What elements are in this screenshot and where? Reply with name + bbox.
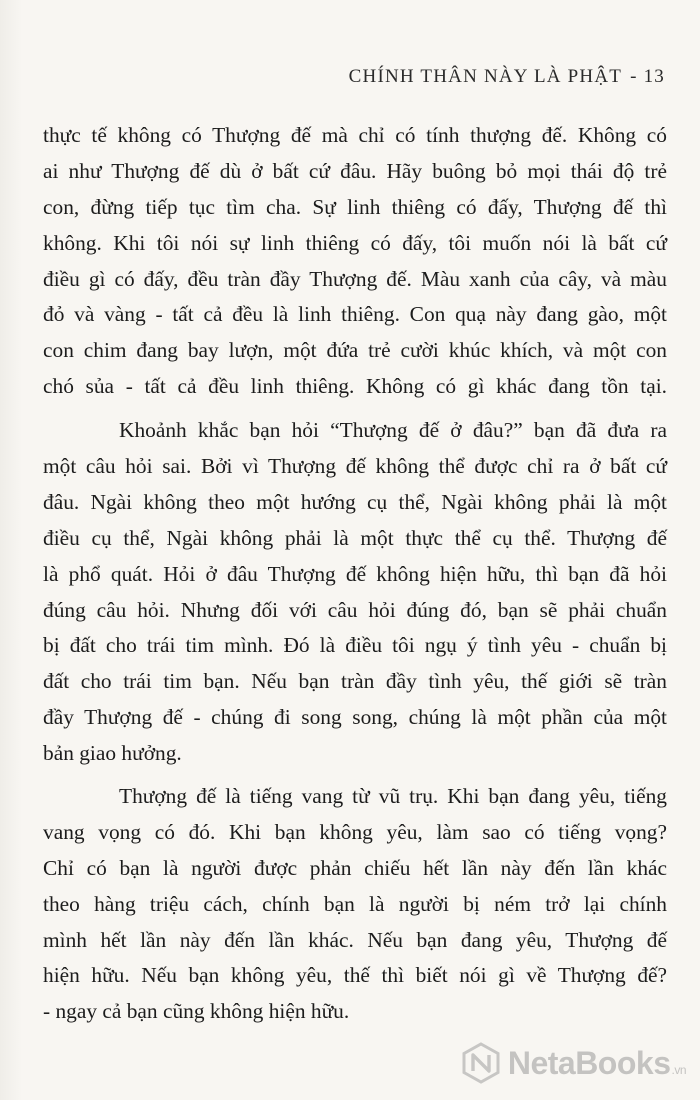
chapter-title: CHÍNH THÂN NÀY LÀ PHẬT xyxy=(348,66,623,87)
text-line: ai như Thượng đế dù ở bất cứ đâu. Hãy buông bỏ mọi thái độ trẻ xyxy=(43,158,667,183)
watermark-brand-name: NetaBooks xyxy=(507,1044,671,1081)
text-line: chó sủa - tất cả đều linh thiêng. Không có gì khác đang tồn tại. xyxy=(43,374,667,399)
body-text xyxy=(43,118,667,1030)
netabooks-watermark xyxy=(460,1042,686,1084)
text-line: vang vọng có đó. Khi bạn không yêu, làm sao có tiếng vọng? xyxy=(43,819,667,844)
text-line: đầy Thượng đế - chúng đi song song, chúng là một phần của một xyxy=(43,705,667,730)
text-line: điều gì có đấy, đều tràn đầy Thượng đế. Màu xanh của cây, và màu xyxy=(43,266,667,291)
text-line: hiện hữu. Nếu bạn không yêu, thế thì biết nói gì về Thượng đế? xyxy=(43,963,667,988)
text-line: Thượng đế là tiếng vang từ vũ trụ. Khi bạn đang yêu, tiếng xyxy=(119,784,667,809)
text-line: đâu. Ngài không theo một hướng cụ thể, Ngài không phải là một xyxy=(43,489,667,514)
text-line: đúng câu hỏi. Nhưng đối với câu hỏi đúng đó, bạn sẽ phải chuẩn xyxy=(43,597,667,622)
text-line: bị đất cho trái tim mình. Đó là điều tôi ngụ ý tình yêu - chuẩn bị xyxy=(43,633,667,658)
page-number: 13 xyxy=(643,66,665,87)
paragraph-2 xyxy=(43,413,667,772)
text-line: con chim đang bay lượn, một đứa trẻ cười khúc khích, và một con xyxy=(43,338,667,363)
text-line: theo hàng triệu cách, chính bạn là người bị ném trở lại chính xyxy=(43,891,667,916)
text-line: mình hết lần này đến lần khác. Nếu bạn đang yêu, Thượng đế xyxy=(43,927,667,952)
paragraph-1 xyxy=(43,118,667,405)
text-line: Khoảnh khắc bạn hỏi “Thượng đế ở đâu?” bạn đã đưa ra xyxy=(119,418,667,443)
netabooks-logo-icon xyxy=(460,1042,502,1084)
text-line: không. Khi tôi nói sự linh thiêng có đấy, tôi muốn nói là bất cứ xyxy=(43,230,667,255)
header-separator: - xyxy=(630,66,638,87)
watermark-brand xyxy=(508,1045,686,1082)
text-line: là phổ quát. Hỏi ở đâu Thượng đế không hiện hữu, thì bạn đã hỏi xyxy=(43,561,667,586)
watermark-domain-suffix: .vn xyxy=(671,1062,686,1077)
text-line: điều cụ thể, Ngài không phải là một thực thể cụ thể. Thượng đế xyxy=(43,525,667,550)
text-line: một câu hỏi sai. Bởi vì Thượng đế không thể được chỉ ra ở bất cứ xyxy=(43,454,667,479)
paragraph-3 xyxy=(43,779,667,1030)
text-line: - ngay cả bạn cũng không hiện hữu. xyxy=(43,999,350,1024)
text-line: Chỉ có bạn là người được phản chiếu hết lần này đến lần khác xyxy=(43,855,667,880)
text-line: con, đừng tiếp tục tìm cha. Sự linh thiêng có đấy, Thượng đế thì xyxy=(43,194,667,219)
text-line: đỏ và vàng - tất cả đều là linh thiêng. Con quạ này đang gào, một xyxy=(43,302,667,327)
text-line: bản giao hưởng. xyxy=(43,741,182,766)
running-header xyxy=(349,66,665,88)
text-line: đất cho trái tim bạn. Nếu bạn tràn đầy tình yêu, thế giới sẽ tràn xyxy=(43,669,667,694)
text-line: thực tế không có Thượng đế mà chỉ có tính thượng đế. Không có xyxy=(43,123,667,147)
